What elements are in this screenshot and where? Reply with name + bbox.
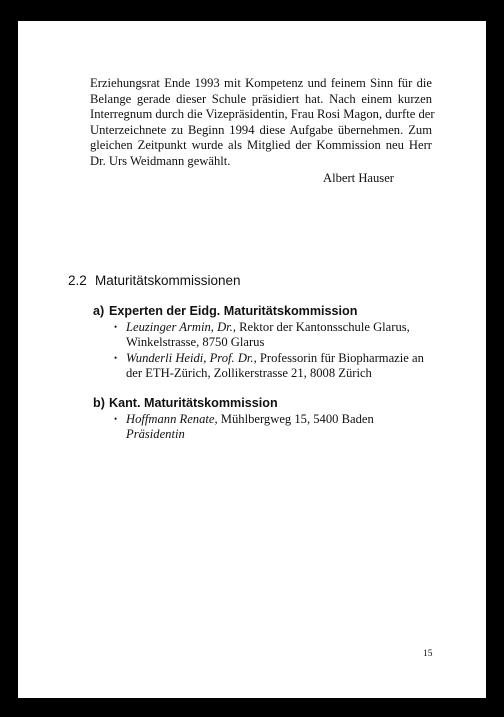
entry-line bbox=[114, 320, 434, 335]
entry-role: Präsidentin bbox=[126, 427, 185, 442]
list-item bbox=[114, 351, 434, 381]
paragraph-line: Dr. Urs Weidmann gewählt. bbox=[90, 153, 231, 168]
entry-line bbox=[114, 366, 434, 381]
bullet-icon: • bbox=[114, 322, 118, 332]
paragraph-line: Unterzeichnete zu Beginn 1994 diese Aufgabe übernehmen. Zum bbox=[90, 122, 432, 137]
section-number: 2.2 bbox=[68, 273, 87, 288]
entry-address: der ETH-Zürich, Zollikerstrasse 21, 8008 Zürich bbox=[126, 366, 372, 381]
body-paragraph bbox=[90, 76, 435, 170]
person-name: Hoffmann Renate, bbox=[126, 412, 218, 426]
document-page bbox=[18, 21, 486, 698]
paragraph-line: Belange gerade dieser Schule präsidiert hat. Nach einem kurzen bbox=[90, 91, 432, 106]
entry-detail: Rektor der Kantonsschule Glarus, bbox=[235, 320, 410, 334]
subsection-title: Experten der Eidg. Maturitätskommission bbox=[109, 304, 358, 318]
entry-detail: Professorin für Biopharmazie an bbox=[256, 351, 424, 365]
entry-line bbox=[114, 335, 434, 350]
subsection-title: Kant. Maturitätskommission bbox=[109, 396, 278, 410]
entry-address: Winkelstrasse, 8750 Glarus bbox=[126, 335, 265, 350]
entry-line bbox=[114, 351, 434, 366]
signature: Albert Hauser bbox=[323, 171, 394, 185]
person-name: Leuzinger Armin, Dr., bbox=[126, 320, 236, 334]
list-item bbox=[114, 412, 434, 442]
paragraph-line: Interregnum durch die Vizepräsidentin, Frau Rosi Magon, durfte der bbox=[90, 107, 435, 122]
page-number: 15 bbox=[423, 649, 433, 659]
section-title: Maturitätskommissionen bbox=[95, 273, 241, 288]
entry-line bbox=[114, 427, 434, 442]
bullet-icon: • bbox=[114, 414, 118, 424]
subsection-heading-b bbox=[93, 396, 278, 411]
paragraph-line: Erziehungsrat Ende 1993 mit Kompetenz und feinem Sinn für die bbox=[90, 76, 432, 90]
paragraph-line: gleichen Zeitpunkt wurde als Mitglied der Kommission neu Herr bbox=[90, 138, 432, 153]
subsection-letter: a) bbox=[93, 304, 105, 318]
section-heading bbox=[68, 272, 241, 289]
subsection-heading-a bbox=[93, 304, 357, 319]
entry-detail: Mühlbergweg 15, 5400 Baden bbox=[217, 412, 374, 426]
person-name: Wunderli Heidi, Prof. Dr., bbox=[126, 351, 257, 365]
list-item bbox=[114, 320, 434, 350]
bullet-icon: • bbox=[114, 353, 118, 363]
subsection-letter: b) bbox=[93, 396, 105, 410]
entry-line bbox=[114, 412, 434, 427]
